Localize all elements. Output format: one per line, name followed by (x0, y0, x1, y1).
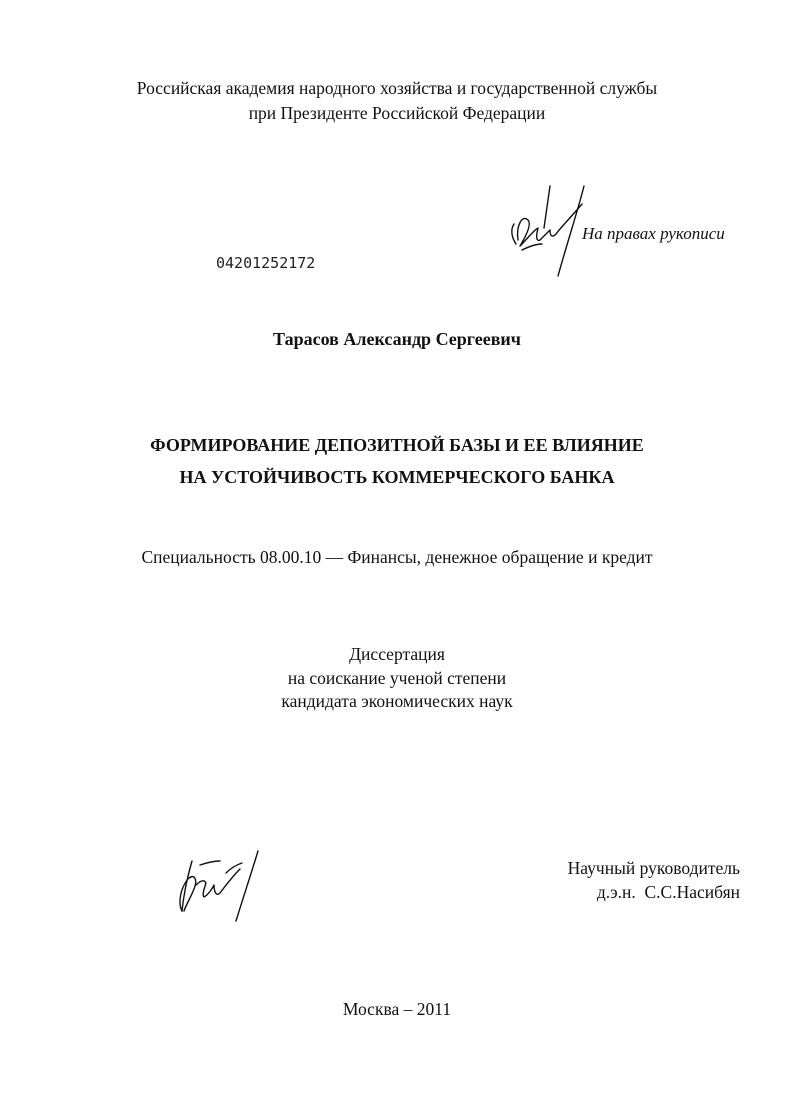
institution-header (0, 76, 794, 126)
author-signature-icon (506, 180, 588, 280)
supervisor-signature-icon (170, 845, 266, 925)
dissertation-line-2: на соискание ученой степени (287, 667, 507, 688)
dissertation-line-1: Диссертация (349, 644, 445, 664)
manuscript-rights-note: На правах рукописи (582, 224, 725, 243)
registration-number: 04201252172 (216, 254, 316, 272)
dissertation-degree-block (0, 643, 794, 714)
place-and-year: Москва – 2011 (342, 999, 452, 1019)
thesis-title (0, 429, 794, 493)
author-name: Тарасов Александр Сергеевич (273, 329, 521, 349)
specialty-line: Специальность 08.00.10 — Финансы, денежное обращение и кредит (141, 547, 653, 567)
dissertation-line-3: кандидата экономических наук (281, 691, 513, 711)
institution-line-2: при Президенте Российской Федерации (248, 103, 546, 123)
supervisor-block (568, 856, 740, 904)
supervisor-name: д.э.н. С.С.Насибян (596, 882, 740, 902)
supervisor-role: Научный руководитель (567, 858, 740, 878)
thesis-title-line-1: ФОРМИРОВАНИЕ ДЕПОЗИТНОЙ БАЗЫ И ЕЕ ВЛИЯНИЕ (150, 435, 644, 455)
institution-line-1: Российская академия народного хозяйства и государственной службы (136, 78, 658, 98)
thesis-title-line-2: НА УСТОЙЧИВОСТЬ КОММЕРЧЕСКОГО БАНКА (179, 467, 615, 487)
